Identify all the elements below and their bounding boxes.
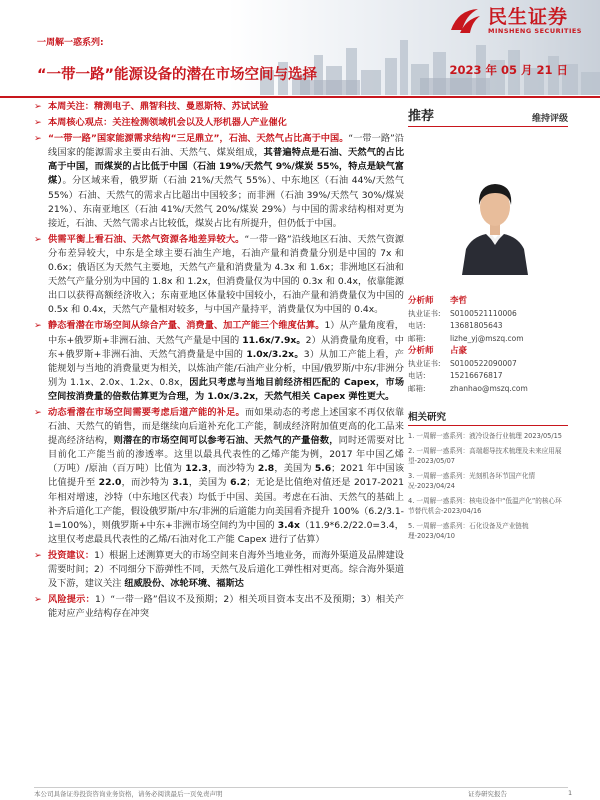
analyst-name: 占豪: [450, 346, 468, 356]
related-research-item[interactable]: 2. 一周解一惑系列：高端超导技术梳理及未来应用展望-2023/05/07: [408, 446, 562, 465]
footer-disclaimer: 本公司具备证券投资咨询业务资格，请务必阅读最后一页免责声明: [34, 790, 223, 798]
demand-structure-bold: 其普遍特点是石油、天然气的占比高于中国，而煤炭的占比低于中国（石油 19%/天然气 9%/煤炭 55%，特点是缺气富煤）: [48, 147, 405, 187]
minsheng-logo: [448, 6, 582, 36]
ratio-us-2021: 6.2: [230, 477, 247, 489]
bullet-arrow-icon: ➢: [34, 406, 42, 418]
footer-divider: [34, 787, 568, 788]
analyst-row: [408, 295, 568, 308]
report-date: 2023 年 05 月 21 日: [449, 63, 568, 77]
phone-number: 15216676817: [450, 371, 503, 380]
bullet-arrow-icon: ➢: [34, 233, 42, 245]
paragraph-static-space: [34, 319, 404, 404]
related-research-item[interactable]: 5. 一周解一惑系列：石化设备及产业链梳理-2023/04/10: [408, 521, 529, 540]
analyst-row: [408, 345, 568, 358]
analyst-row: [408, 383, 568, 396]
cert-number: S0100522090007: [450, 358, 517, 368]
static-space-bold-3: 因此只考虑与当地目前经济相匹配的 Capex，市场空间按消费量的倍数估算更为合理，为 1.0x/3.2x，天然气相关 Capex 弹性更大。: [48, 376, 405, 402]
report-body: [34, 100, 404, 770]
supply-demand-heading: 供需平衡上看石油、天然气资源各地差异较大。: [48, 233, 245, 245]
recommendation-label: 推荐: [408, 109, 435, 124]
dynamic-space-text-6: ，而沙特为: [121, 477, 173, 489]
cert-number: S0100521110006: [450, 308, 517, 318]
bullet-arrow-icon: ➢: [34, 133, 42, 145]
dynamic-space-bold-2: 3.4x: [277, 519, 300, 531]
paragraph-core-view: [34, 116, 404, 130]
investment-advice-text: 1）根据上述测算更大的市场空间来自海外当地业务，而海外渠道及品牌建设需要时间；2）不同细分下游弹性不同，天然气及后道化工弹性相对更高。综合海外渠道及下游，建议关注: [48, 549, 404, 590]
analyst-row: [408, 333, 568, 346]
phone-label: 电话:: [408, 371, 426, 380]
cert-label: 执业证书:: [408, 358, 441, 368]
analyst-role: 分析师: [408, 296, 434, 306]
bullet-arrow-icon: ➢: [34, 549, 42, 561]
page-footer: [0, 787, 600, 800]
risk-warning-label: 风险提示：: [48, 594, 95, 606]
investment-advice-label: 投资建议：: [48, 549, 95, 561]
analyst-photo: [460, 167, 530, 275]
bullet-arrow-icon: ➢: [34, 320, 42, 332]
paragraph-demand-structure: [34, 132, 404, 231]
core-view-label: 本周核心观点：: [48, 117, 113, 129]
demand-structure-text-1: “一带一路”沿线国家的能源需求主要由石油、天然气、煤炭组成，: [48, 133, 404, 159]
dynamic-space-text-8: ；无论是比值绝对值还是 2017-2021 年相对增速，沙特（中东地区代表）均低于中国、美国。考虑在石油、天然气的基础上补齐后道化工产能，假设俄罗斯/中东/非洲的后道能力向美国看齐提升 100%（6.2/3.1-1=100%），则俄罗斯+中东+非洲市场空间约为中国的: [48, 477, 405, 531]
focus-label: 本周关注：: [48, 101, 94, 112]
demand-structure-text-2: 。分区域来看，俄罗斯（石油 21%/天然气 55%）、中东地区（石油 44%/天然气 55%）石油、天然气的需求占比超出中国较多；而非洲（石油 39%/天然气 30%/煤炭 21%）、东南亚地区（石油 41%/天然气 20%/煤炭 29%）与中国的需求结构相对更为接近，石油、天然气需求占比较低，煤炭占比有所提升，但仍低于中国。: [48, 175, 404, 229]
footer-doc-type: 证券研究报告: [468, 790, 507, 798]
dynamic-space-text-7: ，美国为: [188, 477, 231, 489]
email-label: 邮箱:: [408, 333, 426, 343]
dynamic-space-text-3: ，而沙特为: [207, 463, 258, 475]
phone-number: 13681805643: [450, 321, 503, 330]
analyst-info: [408, 295, 568, 395]
ratio-us-2017: 5.6: [314, 463, 332, 475]
email-link[interactable]: lizhe_yj@mszq.com: [450, 333, 524, 343]
static-space-heading: 静态看潜在市场空间从综合产量、消费量、加工产能三个维度估算。: [48, 320, 325, 332]
related-research-item[interactable]: 4. 一周解一惑系列：核电设备中“低温产化”的核心环节替代机会-2023/04/16: [408, 496, 562, 515]
paragraph-dynamic-space: [34, 406, 404, 547]
static-space-text-3: 3）从加工产能上看，产能规划与当地的消费量更为相关，以炼油产能/石油产业分析，中国/俄罗斯/中东/非洲分别为 1.1x、2.0x、1.2x、0.8x，: [48, 348, 404, 388]
bullet-arrow-icon: ➢: [34, 594, 42, 606]
supply-demand-text: “一带一路”沿线地区石油、天然气资源分布差异较大，中东是全球主要石油生产地，石油产量和消费量分别是中国的 7x 和 0.6x；俄语区为天然气主要地，天然气产量和消费量为 4.3x 和 1.6x；非洲地区石油和天然气产量分别为中国的 1.8x 和 1.2x，但消费量仅为中国的 0.3x 和 0.4x，依靠能源出口以获得高额经济收入；东南亚地区体量较中国较小，石油产量和消费量仅为中国的 0.5x 和 0.4x，天然气产量相对较多，与中国产量持平，消费量仅为中国的 0.4x。: [48, 233, 404, 316]
static-space-bold-1: 11.6x/7.9x。: [242, 334, 306, 346]
ratio-saudi-2017: 2.8: [257, 463, 275, 475]
analyst-row: [408, 308, 568, 321]
dynamic-space-text-5: ；2021 年中国该比值提升至: [48, 463, 405, 489]
static-space-text-1: 1）从产量角度看，中东+俄罗斯+非洲石油、天然气产量是中国的: [48, 320, 404, 346]
dynamic-space-heading: 动态看潜在市场空间需要考虑后道产能的补足。: [48, 406, 245, 418]
related-research-item[interactable]: 3. 一周解一惑系列：光刻机各环节国产化情况-2023/04/24: [408, 471, 536, 490]
logo-chinese-name: 民生证券: [488, 5, 569, 28]
page-number: 1: [568, 789, 573, 797]
focus-text: 精测电子、鼎智科技、曼恩斯特、苏试试验: [93, 101, 269, 112]
paragraph-investment-advice: [34, 549, 404, 591]
minsheng-logo-mark-icon: [448, 6, 482, 36]
logo-english-name: MINSHENG SECURITIES: [488, 26, 582, 35]
risk-warning-text: 1）“一带一路”倡议不及预期；2）相关项目资本支出不及预期；3）相关产能对应产业结构存在冲突: [48, 594, 404, 620]
ratio-saudi-2021: 3.1: [172, 477, 189, 489]
related-research-list: [408, 431, 568, 542]
email-label: 邮箱:: [408, 383, 426, 393]
demand-structure-heading: “一带一路”国家能源需求结构“三足鼎立”，石油、天然气占比高于中国。: [48, 133, 349, 145]
dynamic-space-text-9: （11.9*6.2/22.0=3.4，这里仅考虑最具代表性的乙烯/石油对化工产能 Capex 进行了估算）: [48, 519, 404, 545]
paragraph-focus: [34, 100, 404, 114]
paragraph-supply-demand: [34, 233, 404, 318]
analyst-name: 李哲: [450, 296, 468, 306]
static-space-text-2: 2）从消费量角度看，中东+俄罗斯+非洲石油、天然气消费量是中国的: [48, 334, 404, 360]
paragraph-risk-warning: [34, 593, 404, 621]
bullet-arrow-icon: ➢: [34, 101, 42, 112]
core-view-text: 关注检测领域机会以及人形机器人产业催化: [112, 117, 287, 129]
sidebar: [408, 100, 568, 546]
bullet-arrow-icon: ➢: [34, 117, 42, 129]
dynamic-space-text-4: ，美国为: [274, 463, 315, 475]
dynamic-space-bold-1: 则潜在的市场空间可以参考石油、天然气的产量倍数，: [113, 435, 339, 447]
analyst-row: [408, 320, 568, 333]
related-research-item[interactable]: 1. 一周解一惑系列：液冷设备行业梳理 2023/05/15: [408, 432, 562, 440]
ratio-china-2021: 22.0: [98, 477, 122, 489]
related-research-title: 相关研究: [408, 409, 568, 426]
report-series: 一周解一惑系列:: [37, 38, 104, 48]
recommendation-bar: [408, 100, 568, 127]
ratio-china-2017: 12.3: [185, 463, 208, 475]
analyst-row: [408, 358, 568, 371]
header-banner: [0, 0, 600, 95]
static-space-bold-2: 1.0x/3.2x。: [246, 348, 304, 360]
analyst-role: 分析师: [408, 346, 434, 356]
report-title: “一带一路”能源设备的潜在市场空间与选择: [37, 67, 318, 83]
rating-label: 维持评级: [531, 114, 568, 124]
phone-label: 电话:: [408, 321, 426, 330]
analyst-row: [408, 370, 568, 383]
dynamic-space-text-2: 同时还需要对比目前化工产能当前的渗透率。这里以最具代表性的乙烯产能为例，2017 年中国乙烯（万吨）/原油（百万吨）比值为: [48, 435, 405, 475]
investment-advice-stocks: 纽威股份、冰轮环境、福斯达: [124, 578, 244, 590]
header-divider: [0, 96, 600, 98]
cert-label: 执业证书:: [408, 308, 441, 318]
dynamic-space-text-1: 而如果动态的考虑上述国家不再仅依靠石油、天然气的销售，而是继续向后道补充化工产能，制成经济附加值更高的化工品来提高经济结构，: [48, 406, 405, 447]
email-link[interactable]: zhanhao@mszq.com: [450, 383, 528, 393]
